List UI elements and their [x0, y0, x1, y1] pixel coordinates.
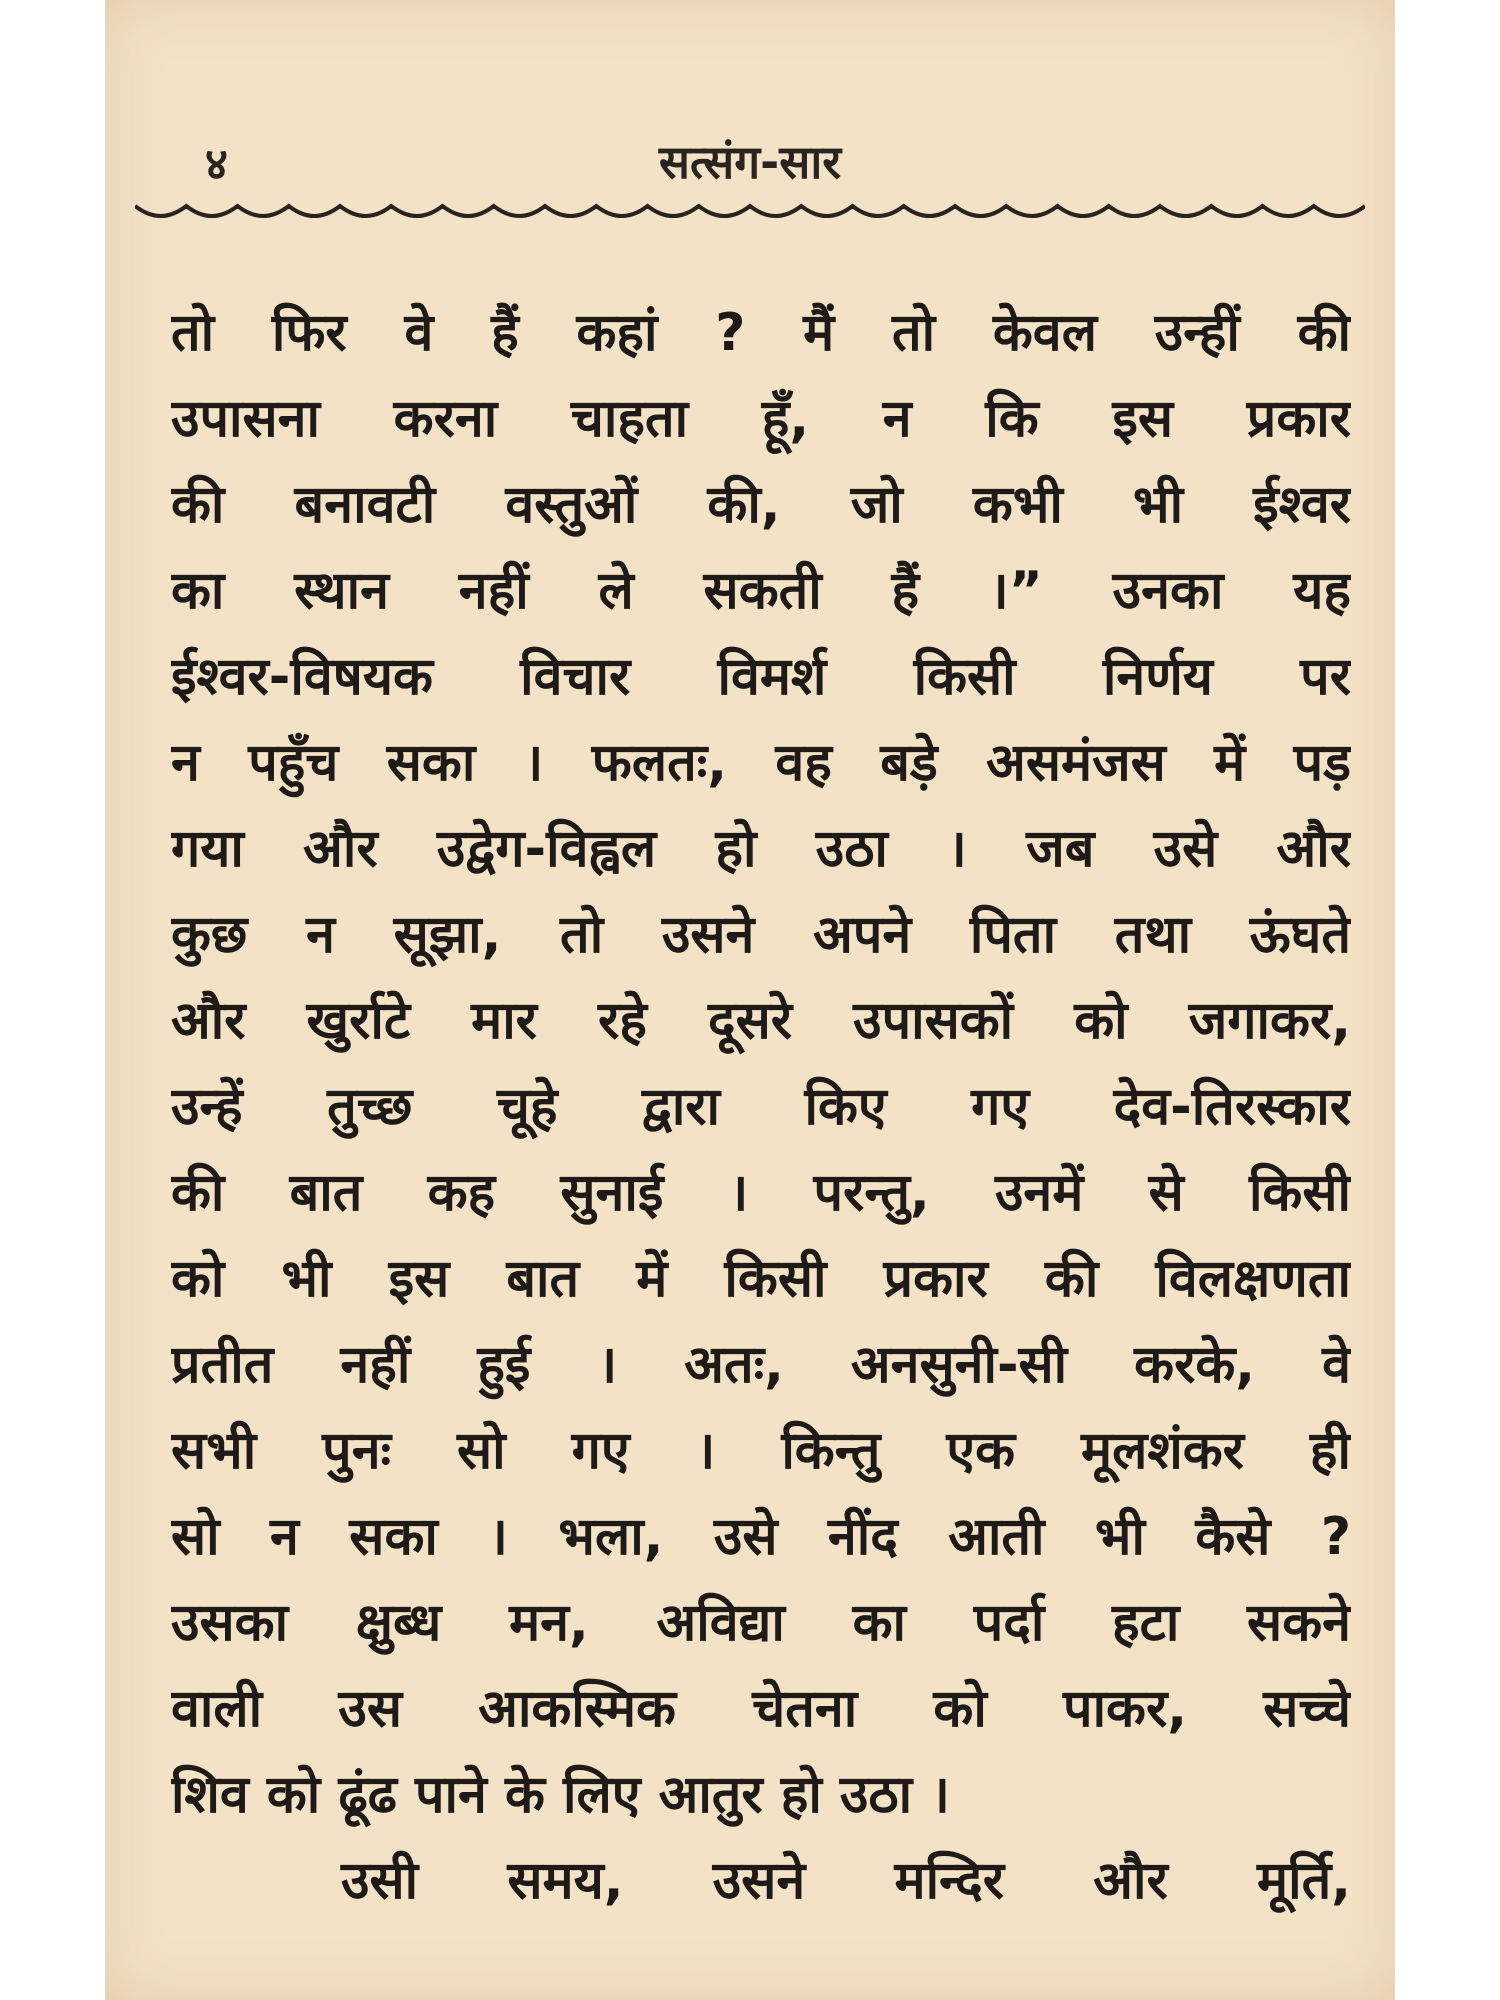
text-line: का स्थान नहीं ले सकती हैं ।” उनका यह — [171, 561, 1351, 621]
text-line: शिव को ढूंढ पाने के लिए आतुर हो उठा । — [171, 1765, 950, 1825]
text-line: को भी इस बात में किसी प्रकार की विलक्षणता — [171, 1249, 1351, 1309]
text-line: न पहुँच सका । फलतः, वह बड़े असमंजस में पड़ — [171, 733, 1351, 793]
text-line: गया और उद्वेग-विह्वल हो उठा । जब उसे और — [171, 819, 1351, 879]
text-line: उपासना करना चाहता हूँ, न कि इस प्रकार — [171, 389, 1351, 449]
text-line-paragraph-start: उसी समय, उसने मन्दिर और मूर्ति, — [341, 1851, 1351, 1911]
text-line: की बनावटी वस्तुओं की, जो कभी भी ईश्वर — [171, 475, 1351, 535]
text-line: तो फिर वे हैं कहां ? मैं तो केवल उन्हीं की — [171, 303, 1351, 363]
page-number: ४ — [205, 139, 228, 190]
text-line: उन्हें तुच्छ चूहे द्वारा किए गए देव-तिरस्कार — [171, 1077, 1351, 1137]
text-line: उसका क्षुब्ध मन, अविद्या का पर्दा हटा सकने — [171, 1593, 1351, 1653]
text-line: ईश्वर-विषयक विचार विमर्श किसी निर्णय पर — [171, 647, 1351, 707]
text-line: कुछ न सूझा, तो उसने अपने पिता तथा ऊंघते — [171, 905, 1351, 965]
text-line: की बात कह सुनाई । परन्तु, उनमें से किसी — [171, 1163, 1351, 1223]
text-line: सभी पुनः सो गए । किन्तु एक मूलशंकर ही — [171, 1421, 1351, 1481]
text-line: और खुर्राटे मार रहे दूसरे उपासकों को जगाकर, — [171, 991, 1351, 1051]
text-line: वाली उस आकस्मिक चेतना को पाकर, सच्चे — [171, 1679, 1351, 1739]
running-title: सत्संग-सार — [658, 135, 842, 189]
body-text — [171, 290, 1351, 1924]
text-line: प्रतीत नहीं हुई । अतः, अनसुनी-सी करके, वे — [171, 1335, 1351, 1395]
decorative-wave-rule — [135, 198, 1365, 228]
text-line: सो न सका । भला, उसे नींद आती भी कैसे ? — [171, 1507, 1351, 1567]
book-page — [105, 0, 1395, 2000]
